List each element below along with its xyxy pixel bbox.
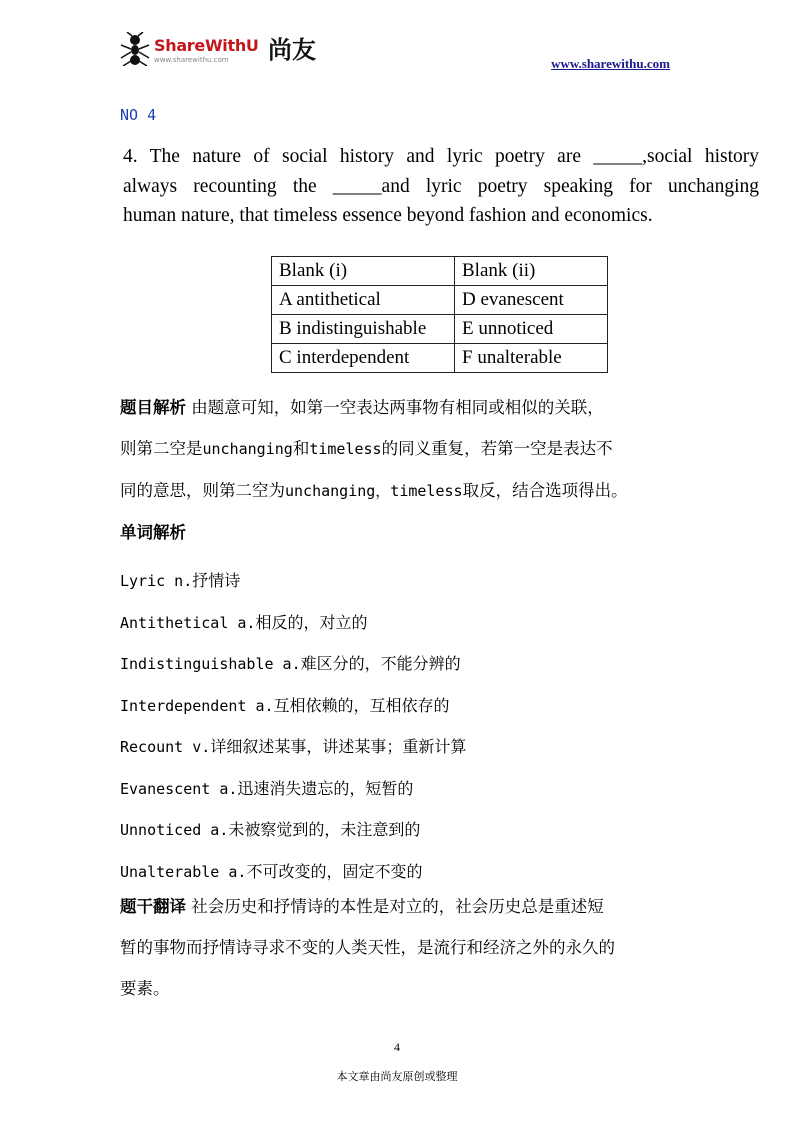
translation-line-1: 题干翻译 社会历史和抒情诗的本性是对立的，社会历史总是重述短 bbox=[120, 897, 604, 916]
sharewithu-logo[interactable] bbox=[118, 28, 358, 72]
table-row bbox=[272, 257, 608, 286]
question-line-3: human nature, that timeless essence beyond fashion and economics. bbox=[123, 205, 653, 226]
analysis-line-2: 则第二空是unchanging和timeless的同义重复，若第一空是表达不 bbox=[120, 439, 613, 458]
list-item: Antithetical a.相反的，对立的 bbox=[120, 612, 368, 632]
brand-name-cn: 尚友 bbox=[268, 36, 316, 64]
page-number: 4 bbox=[394, 1040, 400, 1054]
option-c: C interdependent bbox=[272, 344, 455, 373]
table-row bbox=[272, 344, 608, 373]
table-header-blank-i: Blank (i) bbox=[272, 257, 455, 286]
question-line-1: 4. The nature of social history and lyric poetry are _____,social history bbox=[123, 146, 759, 167]
site-url-link[interactable]: www.sharewithu.com bbox=[551, 56, 670, 71]
page-header bbox=[118, 28, 678, 78]
question-number: NO 4 bbox=[120, 106, 157, 124]
analysis-label: 题目解析 bbox=[120, 398, 186, 417]
options-table bbox=[271, 256, 608, 373]
list-item: Unnoticed a.未被察觉到的，未注意到的 bbox=[120, 820, 421, 839]
table-row bbox=[272, 315, 608, 344]
list-item: Recount v.详细叙述某事，讲述某事；重新计算 bbox=[120, 737, 467, 756]
footer-text: 本文章由尚友原创或整理 bbox=[336, 1070, 458, 1083]
translation-line-3: 要素。 bbox=[120, 979, 170, 998]
list-item: Indistinguishable a.难区分的，不能分辨的 bbox=[120, 654, 461, 673]
ant-mascot-icon bbox=[118, 32, 152, 66]
brand-name-en: ShareWithU bbox=[154, 36, 259, 55]
translation-section bbox=[120, 886, 615, 1009]
vocab-label: 单词解析 bbox=[120, 523, 186, 542]
list-item: Unalterable a.不可改变的，固定不变的 bbox=[120, 861, 423, 881]
option-f: F unalterable bbox=[455, 344, 608, 373]
option-e: E unnoticed bbox=[455, 315, 608, 344]
list-item: Lyric n.抒情诗 bbox=[120, 571, 241, 590]
option-b: B indistinguishable bbox=[272, 315, 455, 344]
list-item: Evanescent a.迅速消失遗忘的，短暂的 bbox=[120, 778, 414, 798]
translation-line-2: 暂的事物而抒情诗寻求不变的人类天性，是流行和经济之外的永久的 bbox=[120, 938, 615, 957]
translation-label: 题干翻译 bbox=[120, 897, 186, 916]
option-a: A antithetical bbox=[272, 286, 455, 315]
question-text bbox=[123, 142, 759, 231]
analysis-section bbox=[120, 387, 628, 553]
option-d: D evanescent bbox=[455, 286, 608, 315]
table-row bbox=[272, 286, 608, 315]
table-header-blank-ii: Blank (ii) bbox=[455, 257, 608, 286]
analysis-line-3: 同的意思，则第二空为unchanging，timeless取反，结合选项得出。 bbox=[120, 481, 628, 500]
list-item: Interdependent a.互相依赖的，互相依存的 bbox=[120, 695, 450, 715]
vocab-list bbox=[120, 560, 466, 892]
brand-url: www.sharewithu.com bbox=[154, 56, 229, 64]
question-line-2: always recounting the _____and lyric poetry speaking for unchanging bbox=[123, 175, 759, 197]
analysis-line-1: 题目解析 由题意可知，如第一空表达两事物有相同或相似的关联， bbox=[120, 398, 604, 417]
